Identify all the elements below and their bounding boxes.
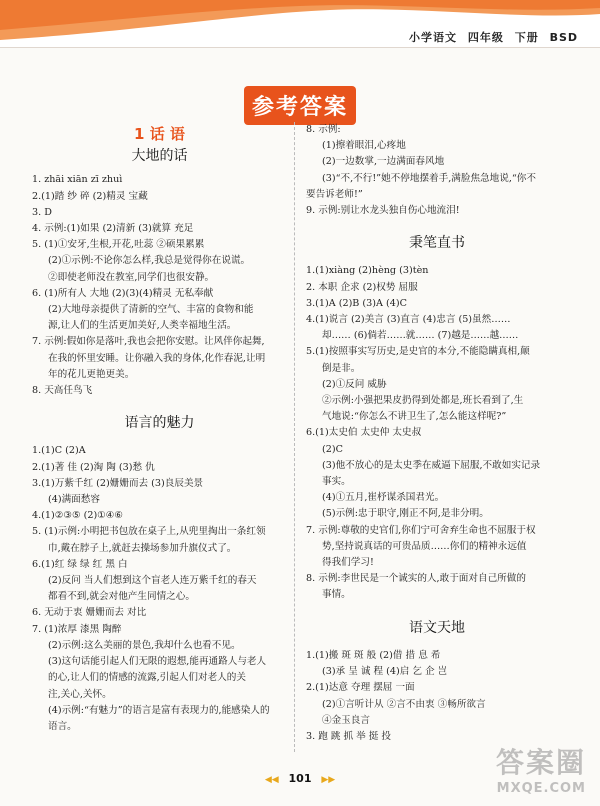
header-volume: 下册 (514, 31, 539, 44)
answer-line: (3)这句话能引起人们无限的遐想,能再通路人与老人 (48, 656, 267, 668)
answer-line: 要告诉老师!” (306, 188, 363, 200)
answer-line: 事实。 (322, 476, 351, 488)
answer-line: 2.(1)达意 夺理 摆屈 一面 (306, 682, 415, 694)
answer-line: 在我的怀里安睡。让你融入我的身体,化作春泥,让明 (48, 352, 266, 364)
answer-line: (2)C (322, 443, 343, 455)
header-grade: 四年级 (467, 31, 504, 44)
answer-line: 5. (1)①安牙,生根,开花,吐蕊 ②硕果累累 (32, 239, 205, 251)
answer-line: 7. (1)浓厚 漆黑 陶醉 (32, 623, 122, 635)
lesson-title-dadi: 大地的话 (131, 148, 188, 165)
answer-line: 1. zhāi xiān zī zhuì (32, 174, 123, 186)
answer-line: 源,让人们的生活更加美好,人类幸福地生活。 (48, 320, 237, 332)
answer-line: (2)反问 当人们想到这个盲老人连万紫千红的春天 (48, 575, 257, 587)
answer-line: 3. D (32, 206, 52, 218)
answer-line: 2.(1)著 佳 (2)淘 陶 (3)愁 仇 (32, 461, 155, 473)
answer-line: 语言。 (48, 720, 77, 732)
answer-line: 8. 示例:李世民是一个诚实的人,敢于面对自己所做的 (306, 573, 526, 585)
answer-line: 巾,戴在脖子上,就赶去操场参加升旗仪式了。 (48, 542, 237, 554)
answer-line: 7. 示例:假如你是落叶,我也会把你安慰。让风伴你起舞, (32, 336, 265, 348)
header-subject: 小学语文 (409, 31, 458, 44)
answer-line: 都看不到,就会对他产生同情之心。 (48, 591, 195, 603)
answer-line: (2)①言听计从 ②言不由衷 ③畅所欲言 (322, 698, 486, 710)
page-title: 参考答案 (244, 86, 356, 125)
answer-line: (3)承 呈 诚 程 (4)启 乞 企 岂 (322, 666, 448, 678)
answer-line: 4.(1)说言 (2)美言 (3)直言 (4)忠言 (5)虽然…… (306, 314, 511, 326)
answer-line: 却…… (6)倘若……就…… (7)越是……越…… (322, 330, 519, 342)
answer-line: 得我们学习! (322, 557, 374, 569)
page-title-wrap (0, 86, 600, 125)
answer-line: (1)擦着眼泪,心疼地 (322, 140, 406, 152)
answer-line: 2. 本职 企求 (2)权势 屈服 (306, 281, 418, 293)
answer-line: 1.(1)xiàng (2)hèng (3)tèn (306, 265, 429, 277)
answer-line: 7. 示例:尊敬的史官们,你们宁可舍弃生命也不屈服于权 (306, 524, 536, 536)
right-column (306, 122, 568, 745)
answer-line: (2)一边数掌,一边满面春风地 (322, 156, 445, 168)
header-info (403, 29, 578, 45)
answer-line: (3)他不放心的是太史季在威逼下屈服,不敢如实记录 (322, 459, 541, 471)
answer-line: 3.(1)A (2)B (3)A (4)C (306, 297, 407, 309)
answer-line: 年的花儿更艳更美。 (48, 368, 135, 380)
answer-line: 倒是非。 (322, 362, 361, 374)
lesson-yuwen-tiandi-answers (306, 648, 568, 745)
footer-right-arrows: ▶▶ (321, 775, 336, 785)
lesson-bingbi-answers (306, 263, 568, 603)
answer-line: 1.(1)搬 斑 斑 般 (2)借 措 息 希 (306, 649, 441, 661)
answer-line: 3. 跑 跳 抓 举 挺 投 (306, 730, 392, 742)
answer-line: 1.(1)C (2)A (32, 445, 86, 457)
answer-line: ②即使老师没在教室,同学们也很安静。 (48, 271, 215, 283)
unit-title: 1 话 语 (134, 125, 185, 143)
answer-line: 8. 示例: (306, 124, 341, 135)
answer-line: 8. 天高任鸟飞 (32, 385, 93, 397)
watermark (496, 741, 586, 796)
answer-line: (3)“不,不行!”她不停地摆着手,满脸焦急地说,“你不 (322, 172, 536, 184)
answer-line: 6. (1)所有人 大地 (2)(3)(4)精灵 无私奉献 (32, 287, 214, 299)
answer-line: 9. 示例:别让水龙头独自伤心地流泪! (306, 205, 460, 217)
answer-line: (5)示例:忠于职守,刚正不阿,是非分明。 (322, 508, 489, 520)
answer-line: 5. (1)示例:小明把书包放在桌子上,从兜里掏出一条红领 (32, 526, 266, 538)
page-number: 101 (288, 772, 312, 785)
lesson-title-yuyan: 语言的魅力 (124, 415, 195, 432)
answer-line: (2)①反问 威胁 (322, 378, 387, 390)
answer-line: 6. 无动于衷 姗姗而去 对比 (32, 607, 147, 619)
header-rule (0, 47, 600, 48)
answer-line: 6.(1)太史伯 太史仲 太史叔 (306, 427, 422, 439)
right-top-answers (306, 122, 568, 219)
answer-line: (4)示例:“有魅力”的语言是富有表现力的,能感染人的 (48, 704, 270, 716)
lesson-title-bingbi: 秉笔直书 (409, 235, 465, 252)
answer-line: 气地说:“你怎么不讲卫生了,怎么能这样呢?” (322, 411, 507, 423)
answer-line: 5.(1)按照事实写历史,是史官的本分,不能隐瞒真相,颠 (306, 346, 530, 358)
answer-line: 2.(1)踏 纱 碎 (2)精灵 宝藏 (32, 190, 148, 202)
answer-line: 的心,让人们的情感的流露,引起人们对老人的关 (48, 672, 246, 684)
answer-line: 3.(1)万紫千红 (2)姗姗而去 (3)良辰美景 (32, 477, 204, 489)
answer-line: ④金玉良言 (322, 714, 370, 726)
answer-line: (2)示例:这么美丽的景色,我却什么也看不见。 (48, 639, 241, 651)
answer-line: (4)满面愁容 (48, 494, 100, 506)
header-edition: BSD (549, 31, 578, 44)
watermark-line2: MXQE.COM (496, 781, 586, 796)
answer-line: (2)大地母亲提供了清新的空气、丰富的食物和能 (48, 304, 254, 316)
answer-line: ②示例:小强把果皮扔得到处都是,班长看到了,生 (322, 395, 524, 407)
answer-line: 4.(1)②③⑤ (2)①④⑥ (32, 510, 123, 522)
watermark-line1: 答案圈 (495, 746, 586, 779)
answer-line: 6.(1)红 绿 绿 红 黑 白 (32, 558, 128, 570)
answer-line: 事情。 (322, 589, 351, 601)
answer-line: (2)①示例:不论你怎么样,我总是觉得你在说谎。 (48, 255, 251, 267)
column-divider (294, 122, 295, 752)
lesson-title-yuwen-tiandi: 语文天地 (409, 619, 465, 636)
answer-line: (4)①五月,崔杼谋杀国君光。 (322, 492, 445, 504)
lesson-dadi-answers (32, 172, 287, 399)
left-column (32, 122, 287, 735)
answer-line: 势,坚持说真话的可贵品质……你们的精神永远值 (322, 540, 527, 552)
answer-line: 注,关心,关怀。 (48, 688, 112, 700)
lesson-yuyan-answers (32, 443, 287, 735)
answer-line: 4. 示例:(1)如果 (2)清新 (3)就算 充足 (32, 223, 194, 235)
footer-left-arrows: ◀◀ (264, 775, 279, 785)
